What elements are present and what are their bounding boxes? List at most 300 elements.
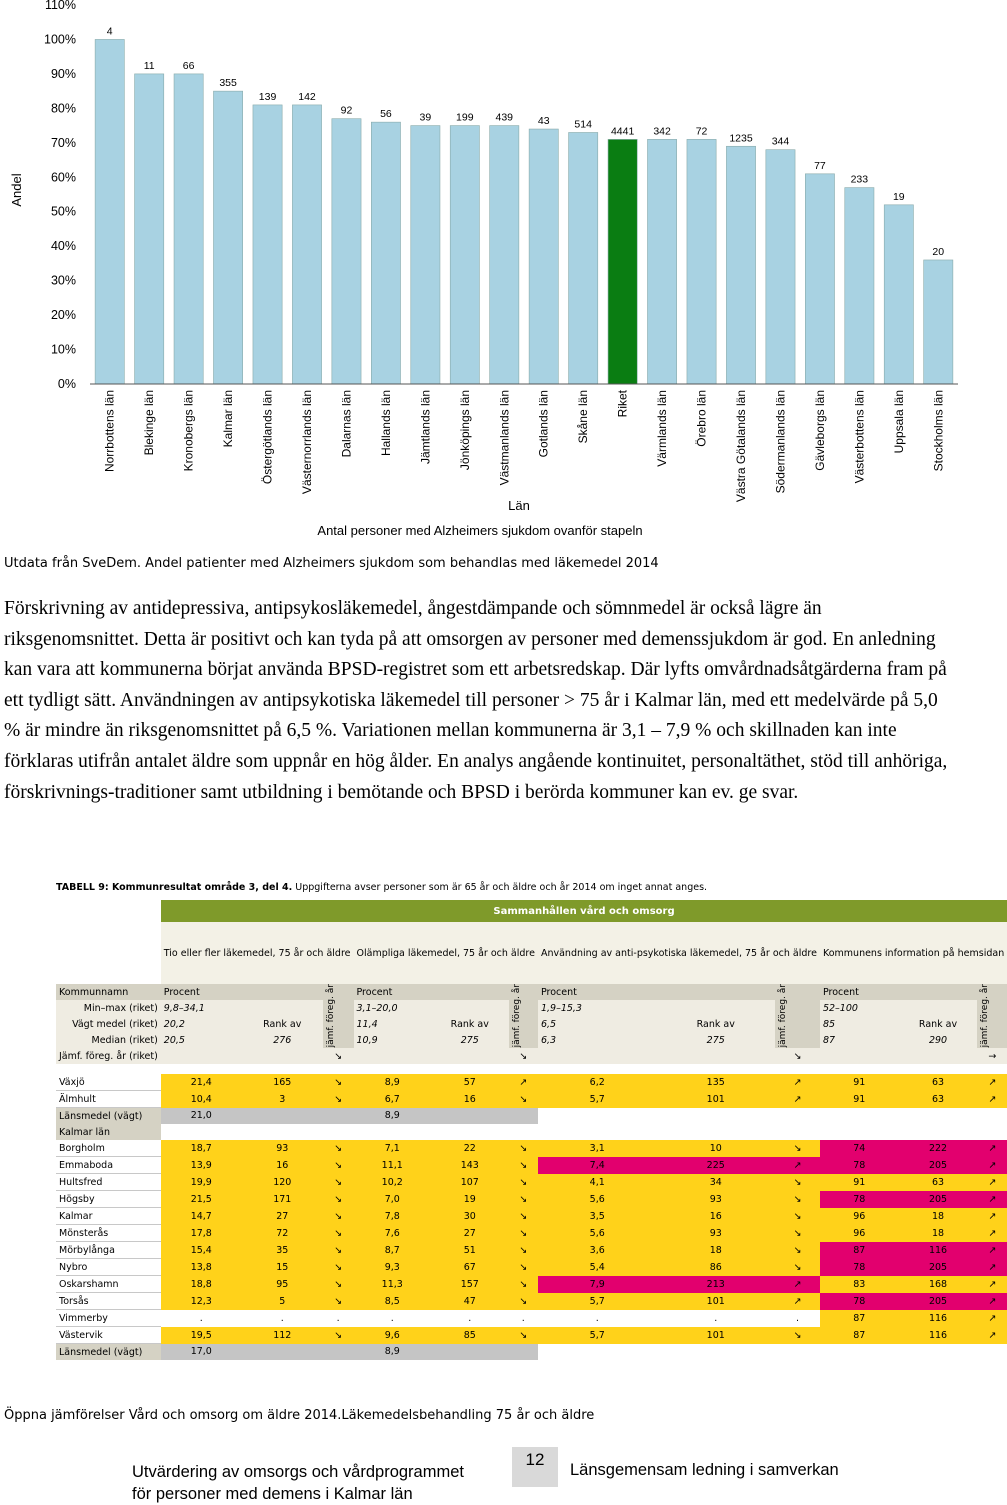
table-row (56, 1327, 1007, 1344)
kommun-name: Hultsfred (56, 1174, 161, 1191)
table-title-rest: Uppgifterna avser personer som är 65 år och äldre och år 2014 om inget annat anges. (292, 882, 708, 893)
trend-arrow: ↗ (775, 1276, 820, 1293)
trend-arrow (509, 1124, 538, 1140)
bar (450, 126, 479, 384)
procent-value (161, 1124, 242, 1140)
trend-arrow: ↗ (977, 1191, 1007, 1208)
trend-arrow (509, 1108, 538, 1125)
chart-caption: Utdata från SveDem. Andel patienter med Alzheimers sjukdom som behandlas med läkemedel 2014 (4, 556, 659, 571)
jamf-label: jämf. föreg. år (325, 984, 336, 1048)
table-row (56, 1344, 1007, 1361)
procent-value: 87 (820, 1310, 899, 1327)
alzheimers-bar-chart (0, 0, 960, 545)
table-corner (56, 900, 161, 922)
table-row (56, 1074, 1007, 1091)
table-source-note: Öppna jämförelser Vård och omsorg om äldre 2014.Läkemedelsbehandling 75 år och äldre (4, 1408, 595, 1423)
jamf-label: jämf. föreg. år (778, 984, 788, 1048)
rank-value: 16 (431, 1091, 509, 1108)
trend-arrow: ↗ (977, 1225, 1007, 1242)
table-row (56, 1140, 1007, 1157)
bar-series (95, 39, 953, 384)
trend-arrow: ↘ (775, 1174, 820, 1191)
trend-arrow: ↗ (775, 1157, 820, 1174)
footer-left (132, 1461, 464, 1505)
trend-arrow: . (509, 1310, 538, 1327)
procent-value: 7,6 (354, 1225, 432, 1242)
procent-value: 21,0 (161, 1108, 242, 1125)
trend-arrow: ↘ (323, 1091, 354, 1108)
trend-arrow: ↘ (775, 1259, 820, 1276)
procent-value: 9,3 (354, 1259, 432, 1276)
procent-value: 91 (820, 1174, 899, 1191)
trend-arrow: ↘ (323, 1157, 354, 1174)
procent-value (354, 1124, 432, 1140)
trend-arrow: ↘ (323, 1327, 354, 1344)
procent-value: 8,5 (354, 1293, 432, 1310)
table-group-header: Kommunens information på hemsidan (820, 922, 1007, 984)
trend-arrow: ↘ (323, 1293, 354, 1310)
jamf-riket-arrow: ↘ (509, 1048, 538, 1064)
trend-arrow: ↗ (977, 1091, 1007, 1108)
trend-arrow: . (323, 1310, 354, 1327)
rank-value: 63 (899, 1174, 978, 1191)
procent-value: 11,3 (354, 1276, 432, 1293)
rank-value (656, 1108, 775, 1125)
trend-arrow: ↘ (509, 1174, 538, 1191)
procent-value: 87 (820, 1242, 899, 1259)
x-tick-label: Värmlands län (655, 390, 670, 467)
bar (845, 188, 874, 384)
kommun-name: Oskarshamn (56, 1276, 161, 1293)
rank-value (242, 1344, 323, 1361)
median-label: Median (riket) (56, 1032, 161, 1048)
trend-arrow: ↘ (509, 1276, 538, 1293)
procent-value: 9,6 (354, 1327, 432, 1344)
rank-value: 57 (431, 1074, 509, 1091)
procent-value: 15,4 (161, 1242, 242, 1259)
procent-value: 8,7 (354, 1242, 432, 1259)
procent-value: 83 (820, 1276, 899, 1293)
table-corner (56, 922, 161, 984)
blank-cell (431, 1048, 509, 1064)
bar-count-label: 72 (695, 125, 708, 138)
procent-value: 21,5 (161, 1191, 242, 1208)
rank-value: 27 (242, 1208, 323, 1225)
procent-value (538, 1124, 657, 1140)
table-row (56, 1191, 1007, 1208)
x-tick-label: Uppsala län (891, 390, 906, 454)
table-row (56, 1259, 1007, 1276)
rank-value: 120 (242, 1174, 323, 1191)
blank-cell (431, 1000, 509, 1016)
x-tick-label: Gotlands län (536, 390, 551, 458)
rank-value: 16 (242, 1157, 323, 1174)
rank-value: . (656, 1310, 775, 1327)
table-row (56, 1124, 1007, 1140)
y-axis-ticks (44, 0, 76, 391)
footer-right: Länsgemensam ledning i samverkan (570, 1461, 839, 1479)
rank-value: 93 (242, 1140, 323, 1157)
table-header-jamf (323, 984, 354, 1048)
rank-value: 165 (242, 1074, 323, 1091)
bar (805, 174, 834, 384)
procent-value (820, 1124, 899, 1140)
rank-value: 168 (899, 1276, 978, 1293)
procent-value: 5,7 (538, 1293, 657, 1310)
rank-value: 225 (656, 1157, 775, 1174)
x-tick-label: Jönköpings län (457, 390, 472, 471)
trend-arrow: ↘ (509, 1259, 538, 1276)
vagt-medel-value: 6,5 (538, 1016, 657, 1032)
y-tick-label: 40% (50, 239, 76, 254)
bar-count-label: 39 (419, 111, 432, 124)
rank-value: 34 (656, 1174, 775, 1191)
body-text: Förskrivning av antidepressiva, antipsykosläkemedel, ångestdämpande och sömnmedel är också lägre än riksgenomsnittet. Detta är positivt och kan tyda på att omsorgen av personer med demenssjukdom är god. En anledning kan vara att kommunerna börjat använda BPSD-registret som ett arbetsredskap. Där lyfts omvårdnadsåtgärderna fram på ett tydligt sätt. Användningen av antipsykotiska läkemedel till personer > 75 år i Kalmar län, med ett medelvärde på 5,0 % är mindre än riksgenomsnittet på 6,5 %. Variationen mellan kommunerna är 3,1 – 7,9 % och skillnaden kan inte förklaras utifrån antalet äldre som uppnår en hög ålder. En analys angående kontinuitet, personaltäthet, stöd till anhöriga, förskrivnings-traditioner samt utbildning i bemötande och BPSD i berörda kommuner kan ev. ge svar. (4, 598, 948, 803)
bar-count-label: 342 (653, 125, 671, 138)
y-tick-label: 110% (44, 0, 76, 12)
bar (608, 139, 637, 384)
rank-value (431, 1108, 509, 1125)
rank-value: 101 (656, 1091, 775, 1108)
table-row (56, 1242, 1007, 1259)
kommun-name: Mörbylånga (56, 1242, 161, 1259)
x-tick-label: Kronobergs län (181, 390, 196, 472)
table-header-procent: Procent (538, 984, 657, 1000)
rank-value: 222 (899, 1140, 978, 1157)
procent-value: 6,7 (354, 1091, 432, 1108)
trend-arrow: ↗ (509, 1074, 538, 1091)
rank-value (899, 1108, 978, 1125)
procent-value: 10,2 (354, 1174, 432, 1191)
x-tick-label: Västernorrlands län (300, 390, 314, 495)
minmax-value: 3,1–20,0 (354, 1000, 432, 1016)
rank-value: 205 (899, 1157, 978, 1174)
x-tick-label: Östergötlands län (260, 390, 275, 485)
rank-value: 171 (242, 1191, 323, 1208)
rank-value: . (431, 1310, 509, 1327)
kommun-name: Borgholm (56, 1140, 161, 1157)
table-row (56, 1293, 1007, 1310)
page-number: 12 (512, 1447, 558, 1487)
rank-value: 85 (431, 1327, 509, 1344)
x-axis-tick-labels (103, 389, 946, 502)
jamf-riket-arrow: ↘ (323, 1048, 354, 1064)
procent-value: 5,6 (538, 1191, 657, 1208)
trend-arrow: ↗ (977, 1157, 1007, 1174)
bar-count-label: 199 (456, 111, 474, 124)
bar-count-label: 4 (106, 25, 113, 38)
rank-value: 67 (431, 1259, 509, 1276)
bar (884, 205, 913, 384)
trend-arrow: ↘ (775, 1225, 820, 1242)
procent-value: 96 (820, 1225, 899, 1242)
rank-value: 19 (431, 1191, 509, 1208)
bar-count-label: 139 (258, 90, 277, 103)
trend-arrow: ↘ (509, 1327, 538, 1344)
blank-cell (161, 1048, 242, 1064)
trend-arrow: ↘ (323, 1259, 354, 1276)
vagt-medel-value: 85 (820, 1016, 899, 1032)
rank-value: 205 (899, 1191, 978, 1208)
y-tick-label: 90% (50, 66, 76, 81)
bar-count-label: 439 (495, 111, 514, 124)
trend-arrow (775, 1124, 820, 1140)
table-row (56, 1091, 1007, 1108)
bar-count-label: 1235 (729, 132, 753, 145)
rank-value: 101 (656, 1293, 775, 1310)
rank-value (656, 1124, 775, 1140)
kommunresultat-table-figure (8, 875, 1005, 1390)
median-value: 10,9 (354, 1032, 432, 1048)
procent-value: 10,4 (161, 1091, 242, 1108)
bar (766, 150, 795, 384)
kommun-name: Nybro (56, 1259, 161, 1276)
rank-total-value: 290 (899, 1032, 978, 1048)
trend-arrow: ↗ (977, 1327, 1007, 1344)
trend-arrow: ↘ (323, 1276, 354, 1293)
trend-arrow: ↘ (509, 1293, 538, 1310)
bar (213, 91, 242, 384)
table-header-procent: Procent (820, 984, 899, 1000)
bar-count-label: 233 (850, 173, 869, 186)
y-tick-label: 60% (50, 170, 76, 185)
rank-value: 101 (656, 1327, 775, 1344)
trend-arrow: ↗ (775, 1293, 820, 1310)
vagt-medel-value: 20,2 (161, 1016, 242, 1032)
kommun-name: Kalmar (56, 1208, 161, 1225)
rank-value: 116 (899, 1327, 978, 1344)
kommun-name: Västervik (56, 1327, 161, 1344)
bar-count-label: 56 (380, 108, 392, 121)
jamf-riket-label: Jämf. föreg. år (riket) (56, 1048, 161, 1064)
procent-value: 7,4 (538, 1157, 657, 1174)
table-header-kommunnamn: Kommunnamn (56, 984, 161, 1000)
procent-value: 17,8 (161, 1225, 242, 1242)
bar-count-label: 20 (932, 245, 945, 258)
table-row (56, 1276, 1007, 1293)
bar-count-label: 92 (340, 104, 353, 117)
table-header-jamf (509, 984, 538, 1048)
procent-value: 18,7 (161, 1140, 242, 1157)
median-value: 20,5 (161, 1032, 242, 1048)
table-title-bold: TABELL 9: Kommunresultat område 3, del 4. (56, 882, 293, 893)
procent-value: 78 (820, 1191, 899, 1208)
rank-value: 93 (656, 1225, 775, 1242)
trend-arrow: ↘ (323, 1191, 354, 1208)
rank-value: 107 (431, 1174, 509, 1191)
bar-count-label: 344 (771, 135, 790, 148)
rank-value (899, 1344, 978, 1361)
rank-value (431, 1344, 509, 1361)
table-group-header-row (56, 922, 1007, 984)
rank-value: 143 (431, 1157, 509, 1174)
y-tick-label: 50% (50, 204, 76, 219)
kommun-name: Växjö (56, 1074, 161, 1091)
procent-value: 87 (820, 1327, 899, 1344)
rank-av-label: Rank av (431, 1016, 509, 1032)
kommun-name: Emmaboda (56, 1157, 161, 1174)
procent-value: 3,6 (538, 1242, 657, 1259)
trend-arrow: ↘ (323, 1208, 354, 1225)
x-tick-label: Gävleborgs län (812, 390, 827, 471)
rank-av-label: Rank av (656, 1016, 775, 1032)
minmax-value: 9,8–34,1 (161, 1000, 242, 1016)
x-tick-label: Blekinge län (142, 390, 157, 456)
trend-arrow: ↗ (977, 1293, 1007, 1310)
procent-value: 21,4 (161, 1074, 242, 1091)
trend-arrow: . (775, 1310, 820, 1327)
table-row (56, 1208, 1007, 1225)
procent-value: 78 (820, 1293, 899, 1310)
rank-value: 135 (656, 1074, 775, 1091)
trend-arrow: ↗ (977, 1074, 1007, 1091)
table-header-procent: Procent (161, 984, 242, 1000)
rank-value: 116 (899, 1242, 978, 1259)
rank-value: 72 (242, 1225, 323, 1242)
blank-cell (354, 1048, 432, 1064)
table-header-jamf (977, 984, 1007, 1048)
bar (135, 74, 164, 384)
x-tick-label: Stockholms län (931, 390, 946, 472)
bar (687, 139, 716, 384)
table-row (56, 1174, 1007, 1191)
procent-value: 4,1 (538, 1174, 657, 1191)
rank-value: 86 (656, 1259, 775, 1276)
bar-count-label: 66 (182, 59, 195, 72)
trend-arrow (977, 1108, 1007, 1125)
trend-arrow (977, 1344, 1007, 1361)
procent-value: 7,0 (354, 1191, 432, 1208)
procent-value: 19,5 (161, 1327, 242, 1344)
rank-value: 5 (242, 1293, 323, 1310)
bar-count-label: 77 (814, 159, 826, 172)
procent-value: 19,9 (161, 1174, 242, 1191)
table-row (56, 1225, 1007, 1242)
trend-arrow: ↗ (775, 1091, 820, 1108)
bar (95, 39, 124, 384)
y-tick-label: 0% (57, 377, 76, 391)
x-tick-label: Kalmar län (221, 390, 236, 448)
table-header-blank (242, 984, 323, 1000)
body-paragraph (4, 594, 949, 808)
x-tick-label: Västra Götalands län (734, 390, 748, 503)
footer-left-line2: för personer med demens i Kalmar län (132, 1485, 413, 1503)
vagt-medel-value: 11,4 (354, 1016, 432, 1032)
procent-value: 6,2 (538, 1074, 657, 1091)
rank-value: 22 (431, 1140, 509, 1157)
blank-cell (899, 1048, 978, 1064)
procent-value: 8,9 (354, 1074, 432, 1091)
procent-value: 5,6 (538, 1225, 657, 1242)
trend-arrow: ↘ (509, 1242, 538, 1259)
bar (647, 139, 676, 384)
kommunresultat-table (56, 900, 1007, 1360)
bar-count-label: 355 (219, 77, 237, 90)
trend-arrow (323, 1124, 354, 1140)
bar (292, 105, 321, 384)
rank-value: . (242, 1310, 323, 1327)
procent-value: 7,9 (538, 1276, 657, 1293)
procent-value: 3,1 (538, 1140, 657, 1157)
jamf-riket-arrow: ↘ (775, 1048, 820, 1064)
rank-value: 27 (431, 1225, 509, 1242)
y-tick-label: 80% (50, 101, 76, 116)
trend-arrow: ↘ (323, 1140, 354, 1157)
blank-cell (242, 1000, 323, 1016)
rank-value: 10 (656, 1140, 775, 1157)
procent-value: 96 (820, 1208, 899, 1225)
procent-value: 74 (820, 1140, 899, 1157)
trend-arrow: ↗ (775, 1074, 820, 1091)
trend-arrow: ↘ (509, 1225, 538, 1242)
trend-arrow: ↘ (323, 1242, 354, 1259)
table-top-header: Sammanhållen vård och omsorg (161, 900, 1007, 922)
table-jamf-riket-row (56, 1048, 1007, 1064)
x-tick-label: Skåne län (576, 390, 591, 444)
trend-arrow: ↗ (977, 1310, 1007, 1327)
rank-total-value: 275 (431, 1032, 509, 1048)
trend-arrow: ↗ (977, 1242, 1007, 1259)
bar-count-label: 19 (892, 190, 905, 203)
rank-value: 205 (899, 1259, 978, 1276)
kommun-name: Högsby (56, 1191, 161, 1208)
trend-arrow: ↘ (509, 1140, 538, 1157)
rank-value: 205 (899, 1293, 978, 1310)
table-group-header: Olämpliga läkemedel, 75 år och äldre (354, 922, 538, 984)
rank-value: 63 (899, 1091, 978, 1108)
rank-value (431, 1124, 509, 1140)
trend-arrow: ↗ (977, 1208, 1007, 1225)
procent-value: 13,8 (161, 1259, 242, 1276)
footer-left-line1: Utvärdering av omsorgs och vårdprogrammet (132, 1463, 464, 1481)
kommun-name: Länsmedel (vägt) (56, 1108, 161, 1125)
y-tick-label: 10% (50, 342, 76, 357)
rank-value (242, 1124, 323, 1140)
table-header-row (56, 984, 1007, 1000)
bar (253, 105, 282, 384)
y-tick-label: 20% (50, 308, 76, 323)
blank-cell (656, 1048, 775, 1064)
table-group-header: Användning av anti-psykotiska läkemedel, 75 år och äldre (538, 922, 820, 984)
trend-arrow: ↘ (775, 1208, 820, 1225)
rank-value: 51 (431, 1242, 509, 1259)
rank-value: 30 (431, 1208, 509, 1225)
bar (411, 126, 440, 384)
table-row (56, 1157, 1007, 1174)
rank-value: 47 (431, 1293, 509, 1310)
table-header-blank (656, 984, 775, 1000)
kommun-name: Mönsterås (56, 1225, 161, 1242)
trend-arrow (775, 1108, 820, 1125)
procent-value: 11,1 (354, 1157, 432, 1174)
trend-arrow: ↗ (977, 1259, 1007, 1276)
x-tick-label: Dalarnas län (339, 390, 354, 458)
procent-value: 5,7 (538, 1327, 657, 1344)
trend-arrow: ↘ (775, 1327, 820, 1344)
table-header-procent: Procent (354, 984, 432, 1000)
procent-value: 78 (820, 1259, 899, 1276)
procent-value: 12,3 (161, 1293, 242, 1310)
trend-arrow: ↗ (977, 1276, 1007, 1293)
procent-value (820, 1344, 899, 1361)
rank-value: 35 (242, 1242, 323, 1259)
trend-arrow (323, 1344, 354, 1361)
rank-av-label: Rank av (242, 1016, 323, 1032)
table-row (56, 1310, 1007, 1327)
blank-cell (242, 1048, 323, 1064)
trend-arrow (977, 1124, 1007, 1140)
minmax-value: 52–100 (820, 1000, 899, 1016)
